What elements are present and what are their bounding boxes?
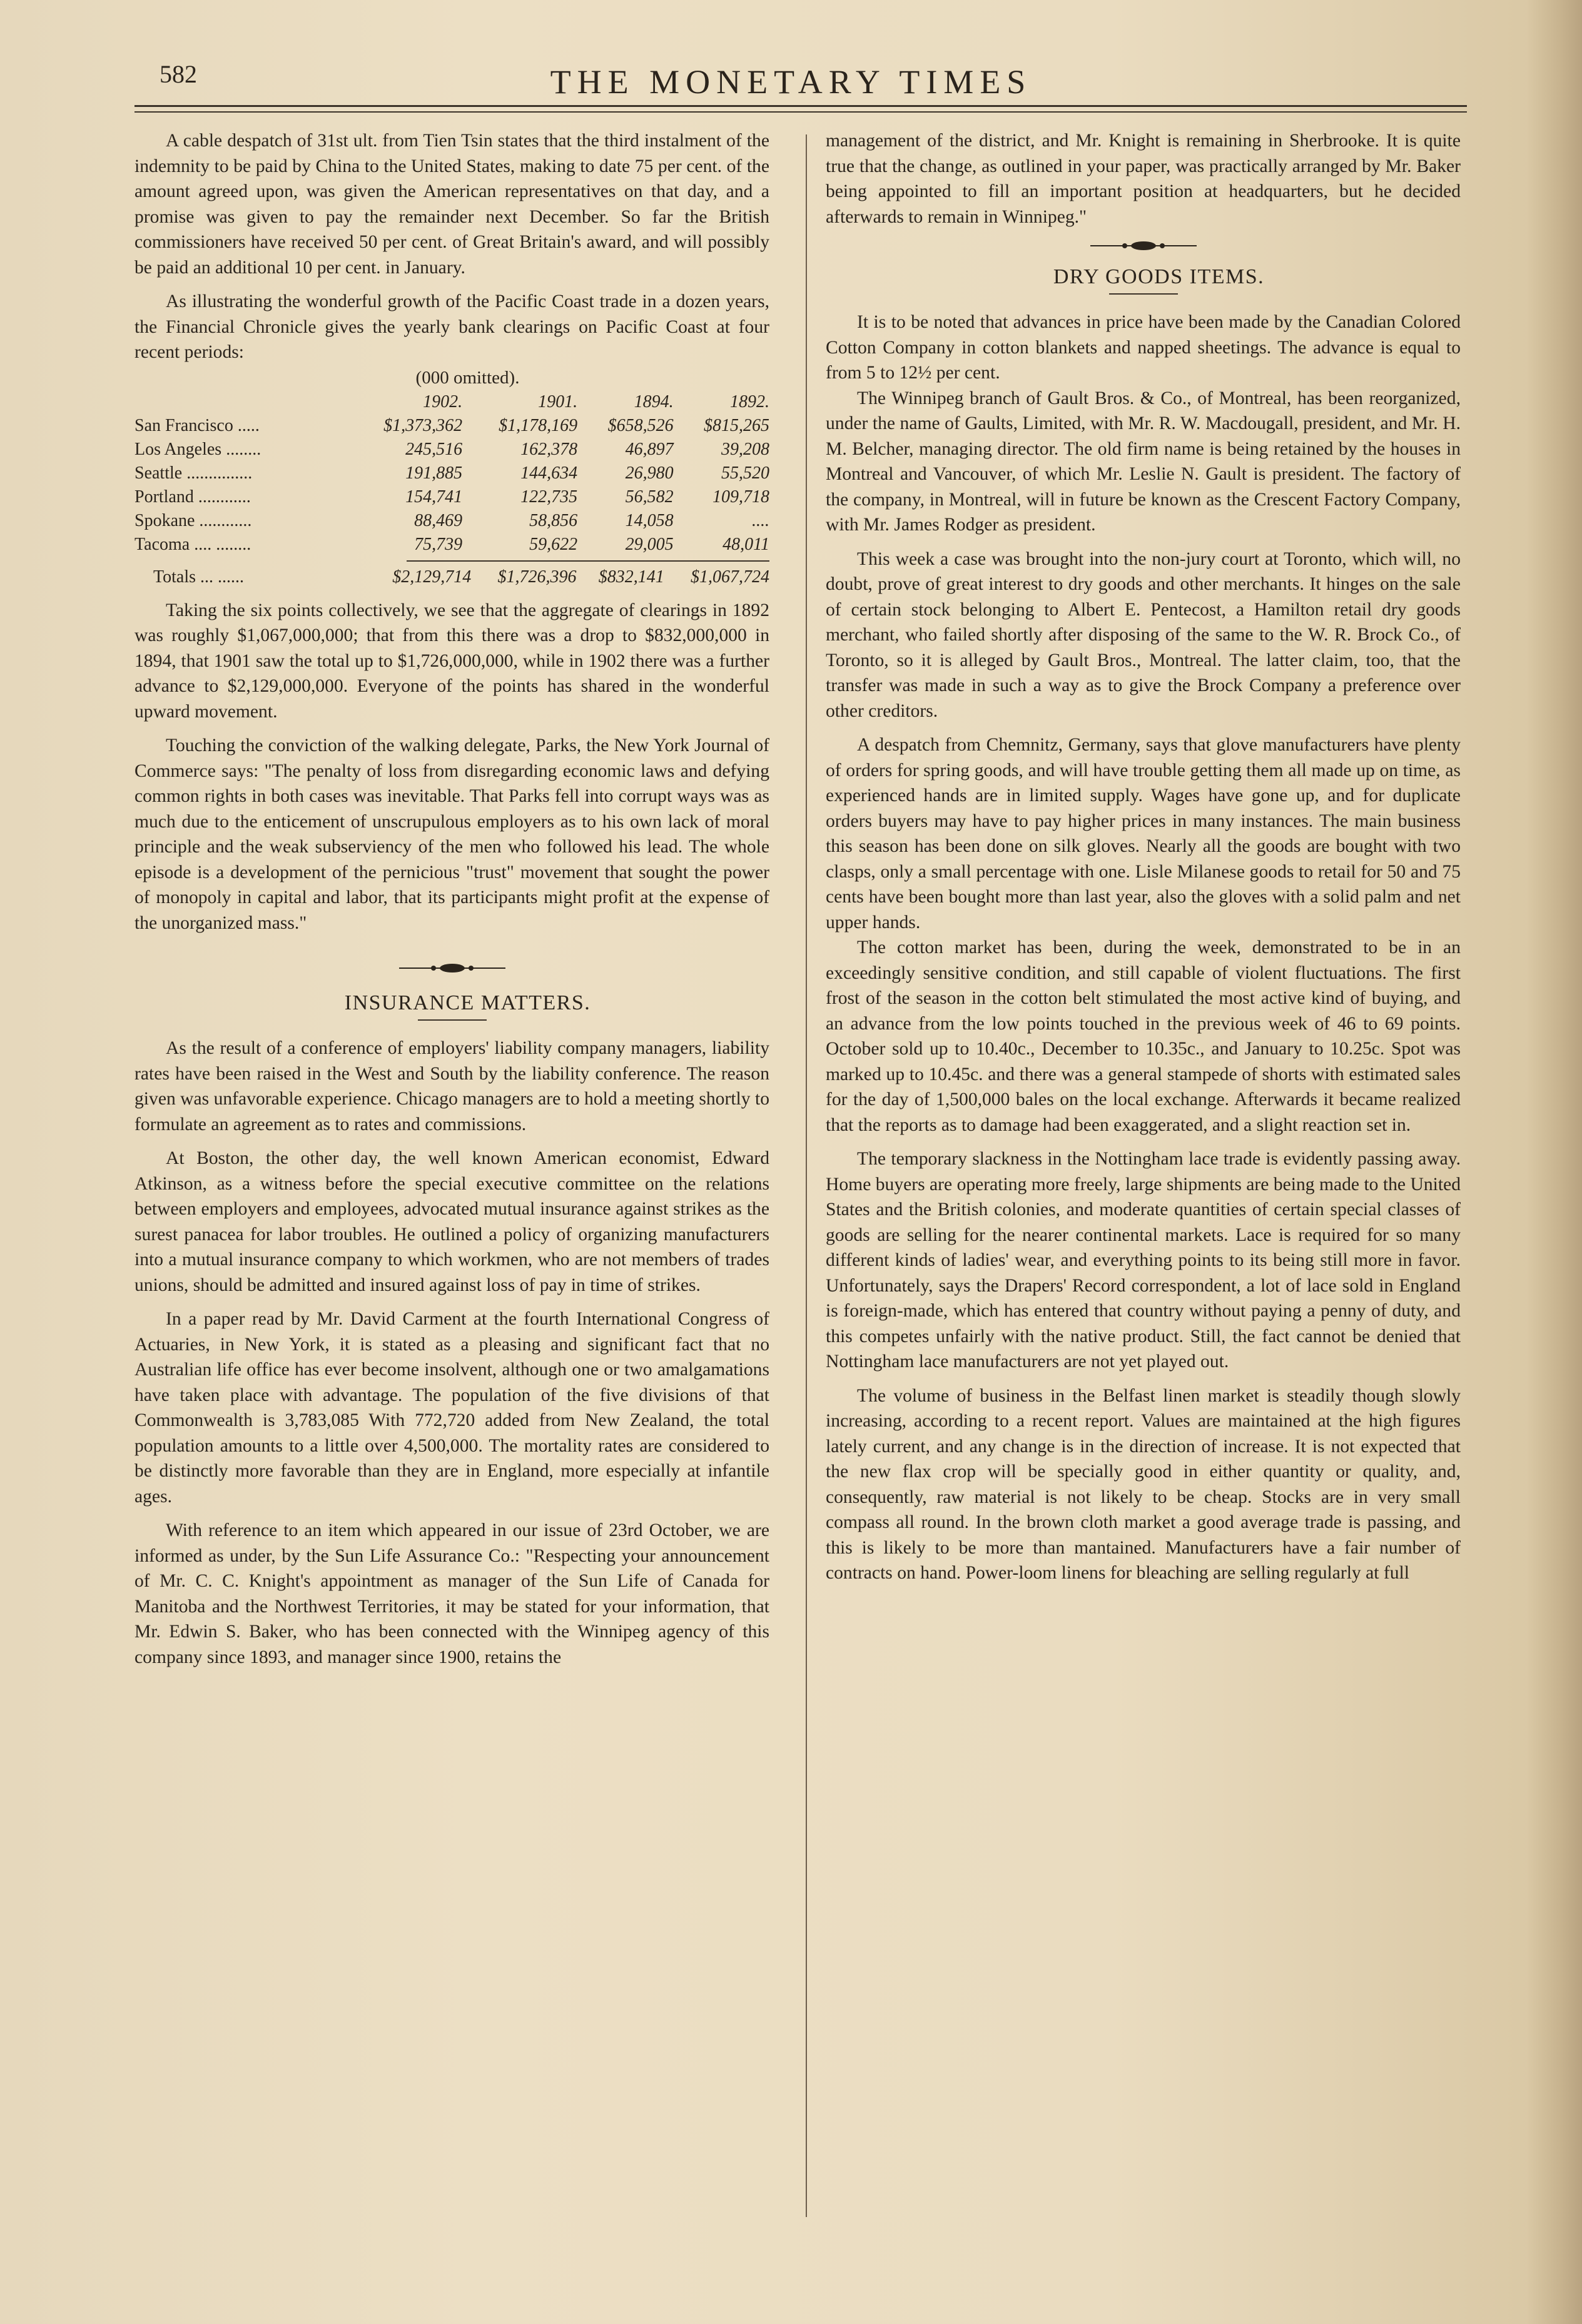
article-cotton-market: The cotton market has been, during the week, demonstrated to be in an exceedingly sensitive condition, and still capable of violent fluctuations. The first frost of the season in the cotton belt stimulated the most active kind of buying, and an advance from the low points touched in the previous week of 46 to 69 points. October sold up to 10.40c., December to 10.35c., and January to 10.25c. Spot was marked up to 10.45c. and there was a general stampede of shorts with estimated sales for the day of 1,500,000 bales on the local exchange. Afterwards it became realized that the reports as to damage had been exaggerated, and a slight reaction set in. — [826, 937, 1461, 1135]
article-liability-rates: As the result of a conference of employers' liability company managers, liability rates have been raised in the West and South by the liability conference. The reason given was unfavorable experience. Chicago managers are to hold a meeting shortly to formulate an agreement as to rates and commissions. — [134, 1038, 769, 1134]
table-cell: .... — [752, 510, 769, 530]
page-number: 582 — [160, 60, 197, 88]
table-caption: (000 omitted). — [415, 367, 520, 388]
city-label: Spokane ............ — [134, 510, 252, 530]
left-column — [134, 128, 769, 1670]
total-cell: $2,129,714 — [392, 567, 472, 587]
table-cell: 245,516 — [405, 439, 463, 459]
column-header: 1894. — [634, 392, 674, 412]
article-pacific-coast: As illustrating the wonderful growth of the Pacific Coast trade in a dozen years, the Financial Chronicle gives the yearly bank clearings on Pacific Coast at four recent periods: — [134, 291, 769, 362]
table-cell: 109,718 — [712, 487, 769, 507]
total-cell: $832,141 — [598, 567, 664, 587]
table-cell: 39,208 — [721, 439, 769, 459]
table-row — [134, 533, 769, 557]
table-header-row — [134, 390, 769, 414]
article-actuaries: In a paper read by Mr. David Carment at the fourth International Congress of Actuaries, in New York, it is stated as a pleasing and significant fact that no Australian life office has ever become insolvent, although one or two amalgamations have taken place with advantage. The population of the five divisions of that Commonwealth is 3,783,085 With 772,720 added from New Zealand, the total population amounts to a little over 4,500,000. The mortality rates are considered to be distinctly more favorable than they are in England, more especially at infantile ages. — [134, 1309, 769, 1507]
header-rule — [134, 105, 1467, 107]
table-cell: 46,897 — [625, 439, 674, 459]
table-cell: 59,622 — [529, 534, 578, 554]
city-label: San Francisco ..... — [134, 415, 260, 435]
article-pentecost-case: This week a case was brought into the non-jury court at Toronto, which will, no doubt, prove of great interest to dry goods and other merchants. It hinges on the sale of certain stock belonging to Albert E. Pentecost, a Hamilton retail dry goods merchant, who failed shortly after disposing of the same to the W. R. Brock Co., of Toronto, so it is alleged by Gault Bros., Montreal. The latter claim, too, that the transfer was made in such a way as to give the Brock Company a preference over other creditors. — [826, 548, 1461, 721]
article-walking-delegate: Touching the conviction of the walking delegate, Parks, the New York Journal of Commerce says: "The penalty of loss from disregarding economic laws and defying common rights in both cases was inevitable. That Parks fell into corrupt ways was as much due to the enticement of unscrupulous employers as to his own lack of moral principle and the weak subserviency of the men who followed his lead. The whole episode is a development of the pernicious "trust" movement that sought the power of monopoly in capital and labor, that its participants might profit at the expense of the unorganized mass." — [134, 735, 769, 933]
section-ornament — [826, 237, 1461, 255]
city-label: Tacoma .... ........ — [134, 534, 251, 554]
city-label: Los Angeles ........ — [134, 439, 261, 459]
masthead: THE MONETARY TIMES — [550, 63, 1032, 101]
heading-dry-goods-items: DRY GOODS ITEMS. — [1053, 265, 1265, 288]
column-header: 1901. — [538, 392, 578, 412]
table-cell: 29,005 — [625, 534, 674, 554]
heading-insurance-matters: INSURANCE MATTERS. — [344, 991, 591, 1014]
column-divider — [806, 134, 807, 2217]
table-row — [134, 485, 769, 509]
table-cell: 55,520 — [721, 463, 769, 483]
table-cell: 56,582 — [625, 487, 674, 507]
totals-rule — [407, 560, 769, 562]
article-gault-bros: The Winnipeg branch of Gault Bros. & Co., of Montreal, has been reorganized, under the name of Gaults, Limited, with Mr. R. W. Macdougall, president, and Mr. H. M. Belcher, managing director. The old firm name is being retained by the houses in Montreal and Vancouver, of which Mr. Leslie N. Gault is president. The factory of the company, in Montreal, will in future be known as the Crescent Factory Company, with Mr. James Rodger as president. — [826, 388, 1461, 535]
table-row — [134, 462, 769, 485]
article-sun-life-continued: management of the district, and Mr. Knight is remaining in Sherbrooke. It is quite true that the change, as outlined in your paper, was practically arranged by Mr. Baker being appointed to fill an important position at headquarters, but he decided afterwards to remain in Winnipeg." — [826, 131, 1461, 227]
table-cell: $815,265 — [704, 415, 769, 435]
article-tien-tsin: A cable despatch of 31st ult. from Tien Tsin states that the third instalment of the indemnity to be paid by China to the United States, making to date 75 per cent. of the amount agreed upon, was given the American representatives on that day, and a promise was given to pay the remainder next December. So far the British commissioners have received 50 per cent. of Great Britain's award, and will possibly be paid an additional 10 per cent. in January. — [134, 131, 769, 278]
heading-underline — [418, 1019, 487, 1021]
city-label: Seattle ............... — [134, 463, 253, 483]
table-cell: 26,980 — [625, 463, 674, 483]
article-belfast-linen: The volume of business in the Belfast linen market is steadily though slowly increasing, according to a recent report. Values are maintained at the high figures lately current, and any change is in the direction of increase. It is not expected that the new flax crop will be specially good in either quantity or quality, and, consequently, raw material is not likely to be cheap. Stocks are in very small compass all round. In the brown cloth market a good average trade is passing, and this is likely to be more than mantained. Manufacturers have a fair number of contracts on hand. Power-loom linens for bleaching are selling regularly at full — [826, 1385, 1461, 1583]
total-cell: $1,726,396 — [497, 567, 577, 587]
article-colored-cotton: It is to be noted that advances in price have been made by the Canadian Colored Cotton Company in cotton blankets and napped sheetings. The advance is equal to from 5 to 12½ per cent. — [826, 312, 1461, 383]
city-label: Portland ............ — [134, 487, 251, 507]
table-cell: 75,739 — [414, 534, 463, 554]
total-cell: $1,067,724 — [691, 567, 769, 587]
table-cell: 144,634 — [520, 463, 578, 483]
article-atkinson: At Boston, the other day, the well known American economist, Edward Atkinson, as a witness before the special executive committee on the relations between employers and employees, advocated mutual insurance against strikes as the surest panacea for labor troubles. He outlined a policy of organizing manufacturers into a mutual insurance company to which workmen, who are not members of trades unions, should be admitted and insured against loss of pay in time of strikes. — [134, 1148, 769, 1295]
section-ornament — [134, 959, 769, 977]
totals-table — [134, 565, 769, 589]
table-row — [134, 414, 769, 438]
column-header: 1892. — [730, 392, 769, 412]
header-rule-secondary — [134, 111, 1467, 113]
table-cell: $658,526 — [607, 415, 674, 435]
article-sun-life: With reference to an item which appeared in our issue of 23rd October, we are informed as under, by the Sun Life Assurance Co.: "Respecting your announcement of Mr. C. C. Knight's appointment as manager of the Sun Life of Canada for Manitoba and the Northwest Territories, it may be stated for your information, that Mr. Edwin S. Baker, who has been connected with the Winnipeg agency of this company since 1893, and manager since 1900, retains the — [134, 1520, 769, 1667]
table-row — [134, 438, 769, 462]
bank-clearings-table — [134, 390, 769, 557]
article-clearings-summary: Taking the six points collectively, we see that the aggregate of clearings in 1892 was roughly $1,067,000,000; that from this there was a drop to $832,000,000 in 1894, that 1901 saw the total up to $1,726,000,000, while in 1902 there was a further advance to $2,129,000,000. Everyone of the points has shared in the wonderful upward movement. — [134, 600, 769, 722]
totals-row — [134, 565, 769, 589]
page-fold-shadow — [1526, 0, 1582, 2324]
right-column — [826, 128, 1461, 1586]
table-cell: 122,735 — [520, 487, 578, 507]
column-header: 1902. — [423, 392, 463, 412]
table-cell: 88,469 — [414, 510, 463, 530]
article-chemnitz-gloves: A despatch from Chemnitz, Germany, says that glove manufacturers have plenty of orders for spring goods, and will have trouble getting them all made up on time, as experienced hands are in limited supply. Wages have gone up, and for duplicate orders buyers may have to pay higher prices in many instances. The main business this season has been done on silk gloves. Nearly all the goods are bought with two clasps, only a small percentage with one. Lisle Milanese goods to retail for 50 and 75 cents have been bought more than last year, also the gloves with a solid palm and net upper hands. — [826, 735, 1461, 932]
table-cell: 191,885 — [405, 463, 463, 483]
article-nottingham-lace: The temporary slackness in the Nottingham lace trade is evidently passing away. Home buyers are operating more freely, large shipments are being made to the United States and the British colonies, and moderate quantities of certain special classes of goods are selling for the nearer continental markets. Lace is required for so many different kinds of ladies' wear, and everything points to its being still more in favor. Unfortunately, says the Drapers' Record correspondent, a lot of lace sold in England is foreign-made, which has entered that country without paying a penny of duty, and this competes unfairly with the native product. Still, the fact cannot be denied that Nottingham lace manufacturers are not yet played out. — [826, 1149, 1461, 1372]
table-row — [134, 509, 769, 533]
table-cell: $1,178,169 — [499, 415, 578, 435]
heading-underline — [1109, 293, 1178, 295]
totals-label: Totals ... ...... — [153, 567, 245, 587]
table-cell: 58,856 — [529, 510, 578, 530]
table-cell: 162,378 — [520, 439, 578, 459]
table-cell: 14,058 — [625, 510, 674, 530]
table-cell: 154,741 — [405, 487, 463, 507]
table-cell: 48,011 — [723, 534, 769, 554]
table-cell: $1,373,362 — [383, 415, 463, 435]
